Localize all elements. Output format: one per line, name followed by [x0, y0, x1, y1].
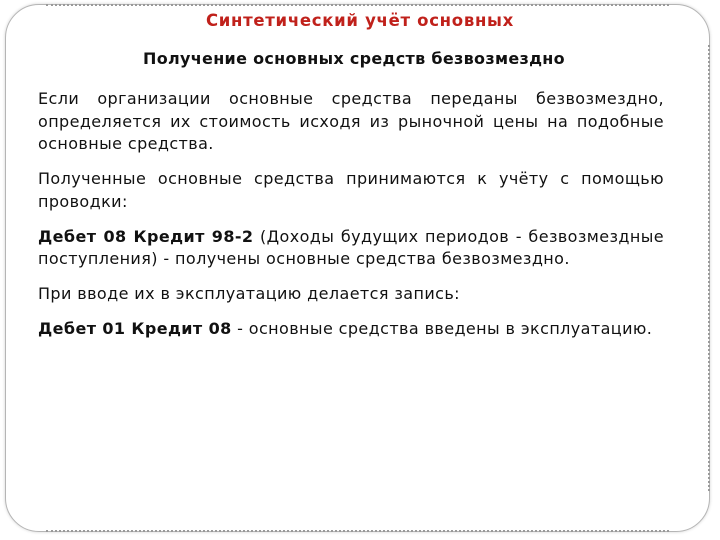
entry-debit-01-credit-08: Дебет 01 Кредит 08 — [38, 319, 232, 338]
paragraph-entry-receipt — [38, 226, 664, 271]
frame-dotted-edge-bottom — [46, 528, 669, 532]
slide-body — [38, 88, 664, 353]
entry-receipt-description: (Доходы будущих периодов - безвозмездные поступления) - получены основные средства безвозмездно. — [38, 226, 664, 268]
paragraph-market-price: Если организации основные средства переданы безвозмездно, определяется их стоимость исходя из рыночной цены на подобные основные средства. — [38, 89, 664, 153]
paragraph-commissioning-intro: При вводе их в эксплуатацию делается запись: — [38, 284, 460, 303]
slide-subheading: Получение основных средств безвозмездно — [143, 49, 565, 68]
slide-heading: Синтетический учёт основных — [205, 11, 515, 30]
entry-debit-08-credit-98-2: Дебет 08 Кредит 98-2 — [38, 226, 254, 246]
frame-dotted-edge-top — [46, 4, 669, 8]
frame-dotted-edge-right — [706, 45, 710, 491]
entry-commissioning-description: - основные средства введены в эксплуатацию. — [231, 319, 653, 338]
paragraph-entry-commissioning — [38, 318, 664, 341]
paragraph-accounting-entry-intro: Полученные основные средства принимаются к учёту с помощью проводки: — [38, 169, 664, 211]
